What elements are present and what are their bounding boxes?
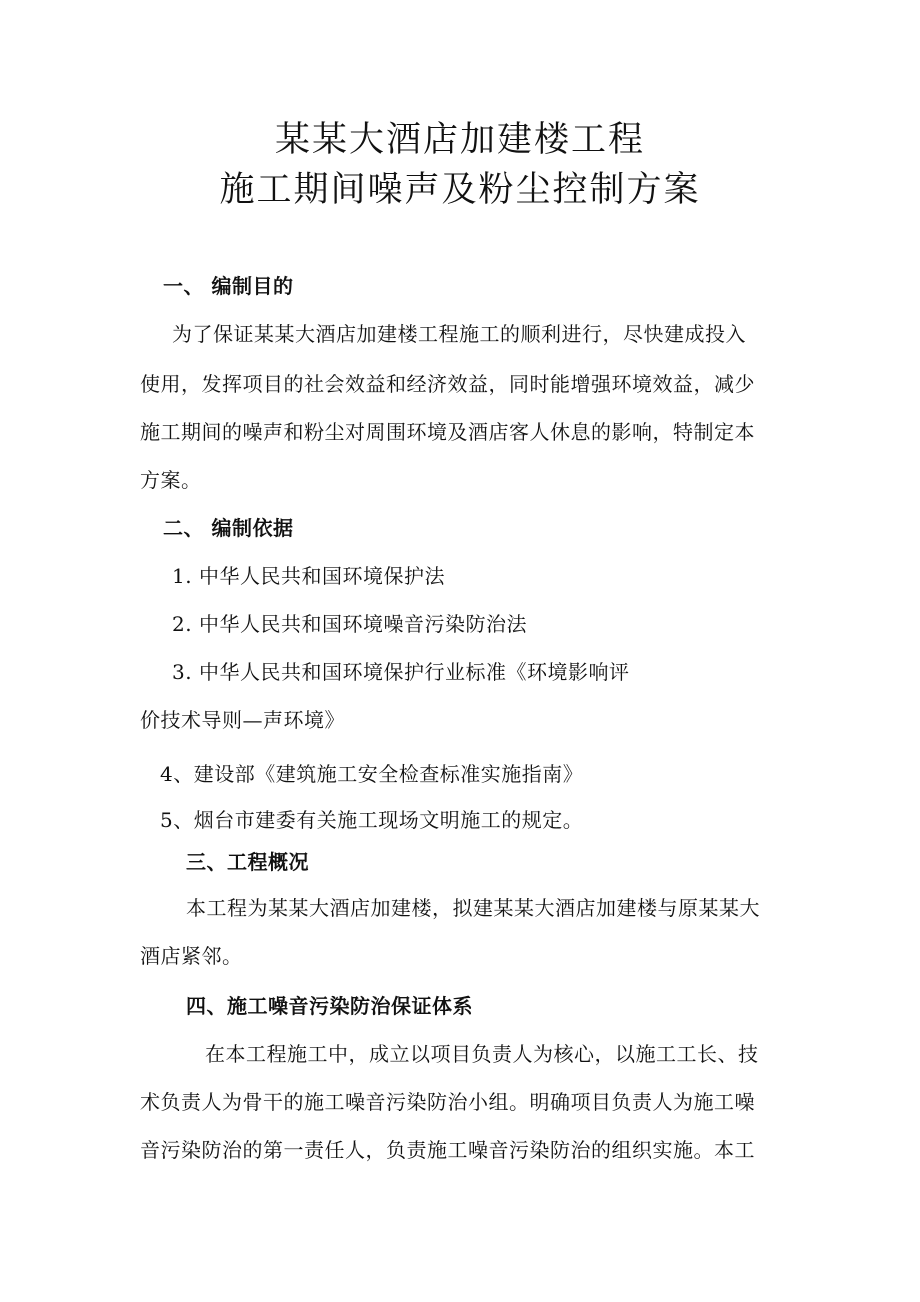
section2-list-item: 2. 中华人民共和国环境噪音污染防治法: [172, 612, 527, 636]
section1-heading: 一、 编制目的: [163, 274, 294, 298]
section2-list-item: 3. 中华人民共和国环境保护行业标准《环境影响评: [172, 660, 630, 684]
section2-list-item: 5、烟台市建委有关施工现场文明施工的规定。: [160, 808, 584, 832]
section3-heading: 三、工程概况: [186, 850, 309, 874]
section2-list-item: 4、建设部《建筑施工安全检查标准实施指南》: [160, 762, 584, 786]
section4-paragraph-line: 术负责人为骨干的施工噪音污染防治小组。明确项目负责人为施工噪: [140, 1090, 755, 1114]
section4-paragraph-line: 音污染防治的第一责任人，负责施工噪音污染防治的组织实施。本工: [140, 1138, 755, 1162]
section4-paragraph-line: 在本工程施工中，成立以项目负责人为核心，以施工工长、技: [205, 1042, 759, 1066]
document-title-line2: 施工期间噪声及粉尘控制方案: [219, 170, 701, 210]
section2-list-item: 1. 中华人民共和国环境保护法: [172, 564, 445, 588]
section2-list-item-continuation: 价技术导则—声环境》: [140, 708, 345, 732]
section3-paragraph-line: 本工程为某某大酒店加建楼，拟建某某大酒店加建楼与原某某大: [186, 896, 760, 920]
section1-paragraph-line: 为了保证某某大酒店加建楼工程施工的顺利进行，尽快建成投入: [172, 322, 746, 346]
section1-paragraph-line: 使用，发挥项目的社会效益和经济效益，同时能增强环境效益，减少: [140, 372, 755, 396]
section1-paragraph-line: 方案。: [140, 468, 202, 492]
document-title-line1: 某某大酒店加建楼工程: [274, 120, 645, 160]
section2-heading: 二、 编制依据: [163, 516, 294, 540]
section3-paragraph-line: 酒店紧邻。: [140, 944, 243, 968]
section1-paragraph-line: 施工期间的噪声和粉尘对周围环境及酒店客人休息的影响，特制定本: [140, 420, 755, 444]
section4-heading: 四、施工噪音污染防治保证体系: [186, 994, 473, 1018]
